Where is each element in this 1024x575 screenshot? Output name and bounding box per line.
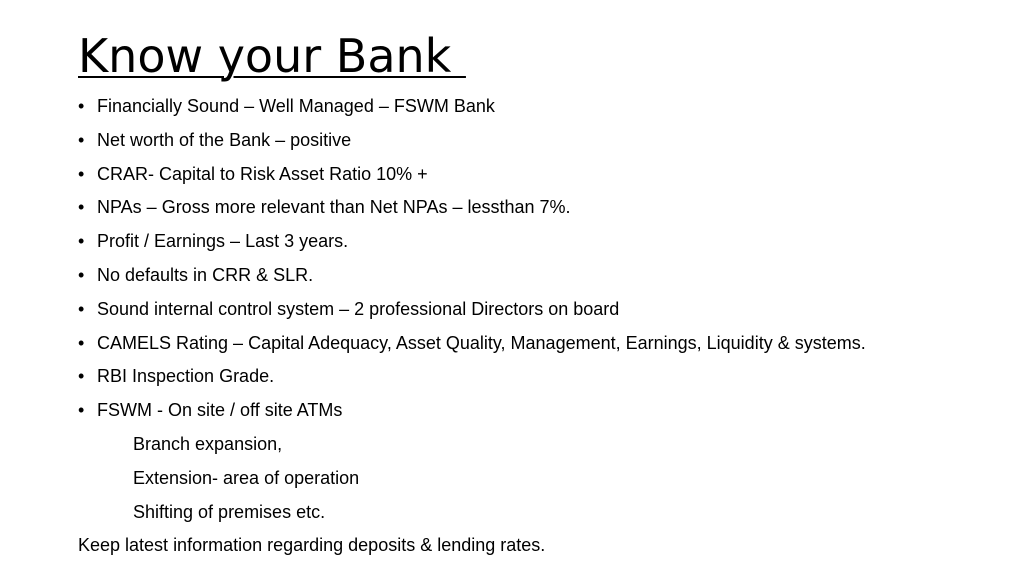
bullet-item — [78, 226, 978, 260]
bullet-text: CRAR- Capital to Risk Asset Ratio 10% + — [97, 163, 428, 184]
bullet-text: Financially Sound – Well Managed – FSWM Bank — [97, 96, 495, 116]
bullet-icon: • — [78, 264, 85, 285]
bullet-item — [78, 125, 978, 159]
bullet-text: RBI Inspection Grade. — [97, 366, 275, 387]
bullet-icon: • — [78, 400, 85, 421]
bullet-text: CAMELS Rating – Capital Adequacy, Asset Quality, Management, Earnings, Liquidity & systems. — [97, 332, 866, 353]
bullet-item — [78, 328, 978, 362]
bullet-text: Net worth of the Bank – positive — [97, 129, 352, 150]
bullet-item — [78, 91, 978, 125]
bullet-text: Sound internal control system – 2 professional Directors on board — [97, 298, 620, 319]
bullet-item — [78, 294, 978, 328]
bullet-icon: • — [78, 197, 85, 218]
bullet-icon: • — [78, 366, 85, 387]
bullet-item — [78, 192, 978, 226]
sub-item-text: Shifting of premises etc. — [133, 501, 326, 522]
bullet-icon: • — [78, 163, 85, 184]
bullet-item — [78, 361, 978, 395]
sub-item-text: Branch expansion, — [133, 433, 283, 454]
slide-content — [78, 91, 978, 564]
sub-item — [78, 429, 978, 463]
bullet-icon: • — [78, 332, 85, 353]
bullet-icon: • — [78, 96, 85, 116]
bullet-text: No defaults in CRR & SLR. — [97, 264, 314, 285]
bullet-text: NPAs – Gross more relevant than Net NPAs – lessthan 7%. — [97, 197, 571, 218]
sub-item-text: Extension- area of operation — [133, 467, 360, 488]
bullet-item — [78, 260, 978, 294]
bullet-item — [78, 395, 978, 429]
footer-note — [78, 530, 978, 564]
sub-item — [78, 497, 978, 531]
slide-title: Know your Bank — [78, 29, 466, 83]
footer-note-text: Keep latest information regarding deposits & lending rates. — [78, 535, 546, 556]
bullet-icon: • — [78, 231, 85, 252]
bullet-icon: • — [78, 129, 85, 150]
bullet-icon: • — [78, 298, 85, 319]
sub-item — [78, 463, 978, 497]
bullet-text: Profit / Earnings – Last 3 years. — [97, 231, 349, 252]
bullet-text: FSWM - On site / off site ATMs — [97, 400, 343, 421]
bullet-item — [78, 159, 978, 193]
